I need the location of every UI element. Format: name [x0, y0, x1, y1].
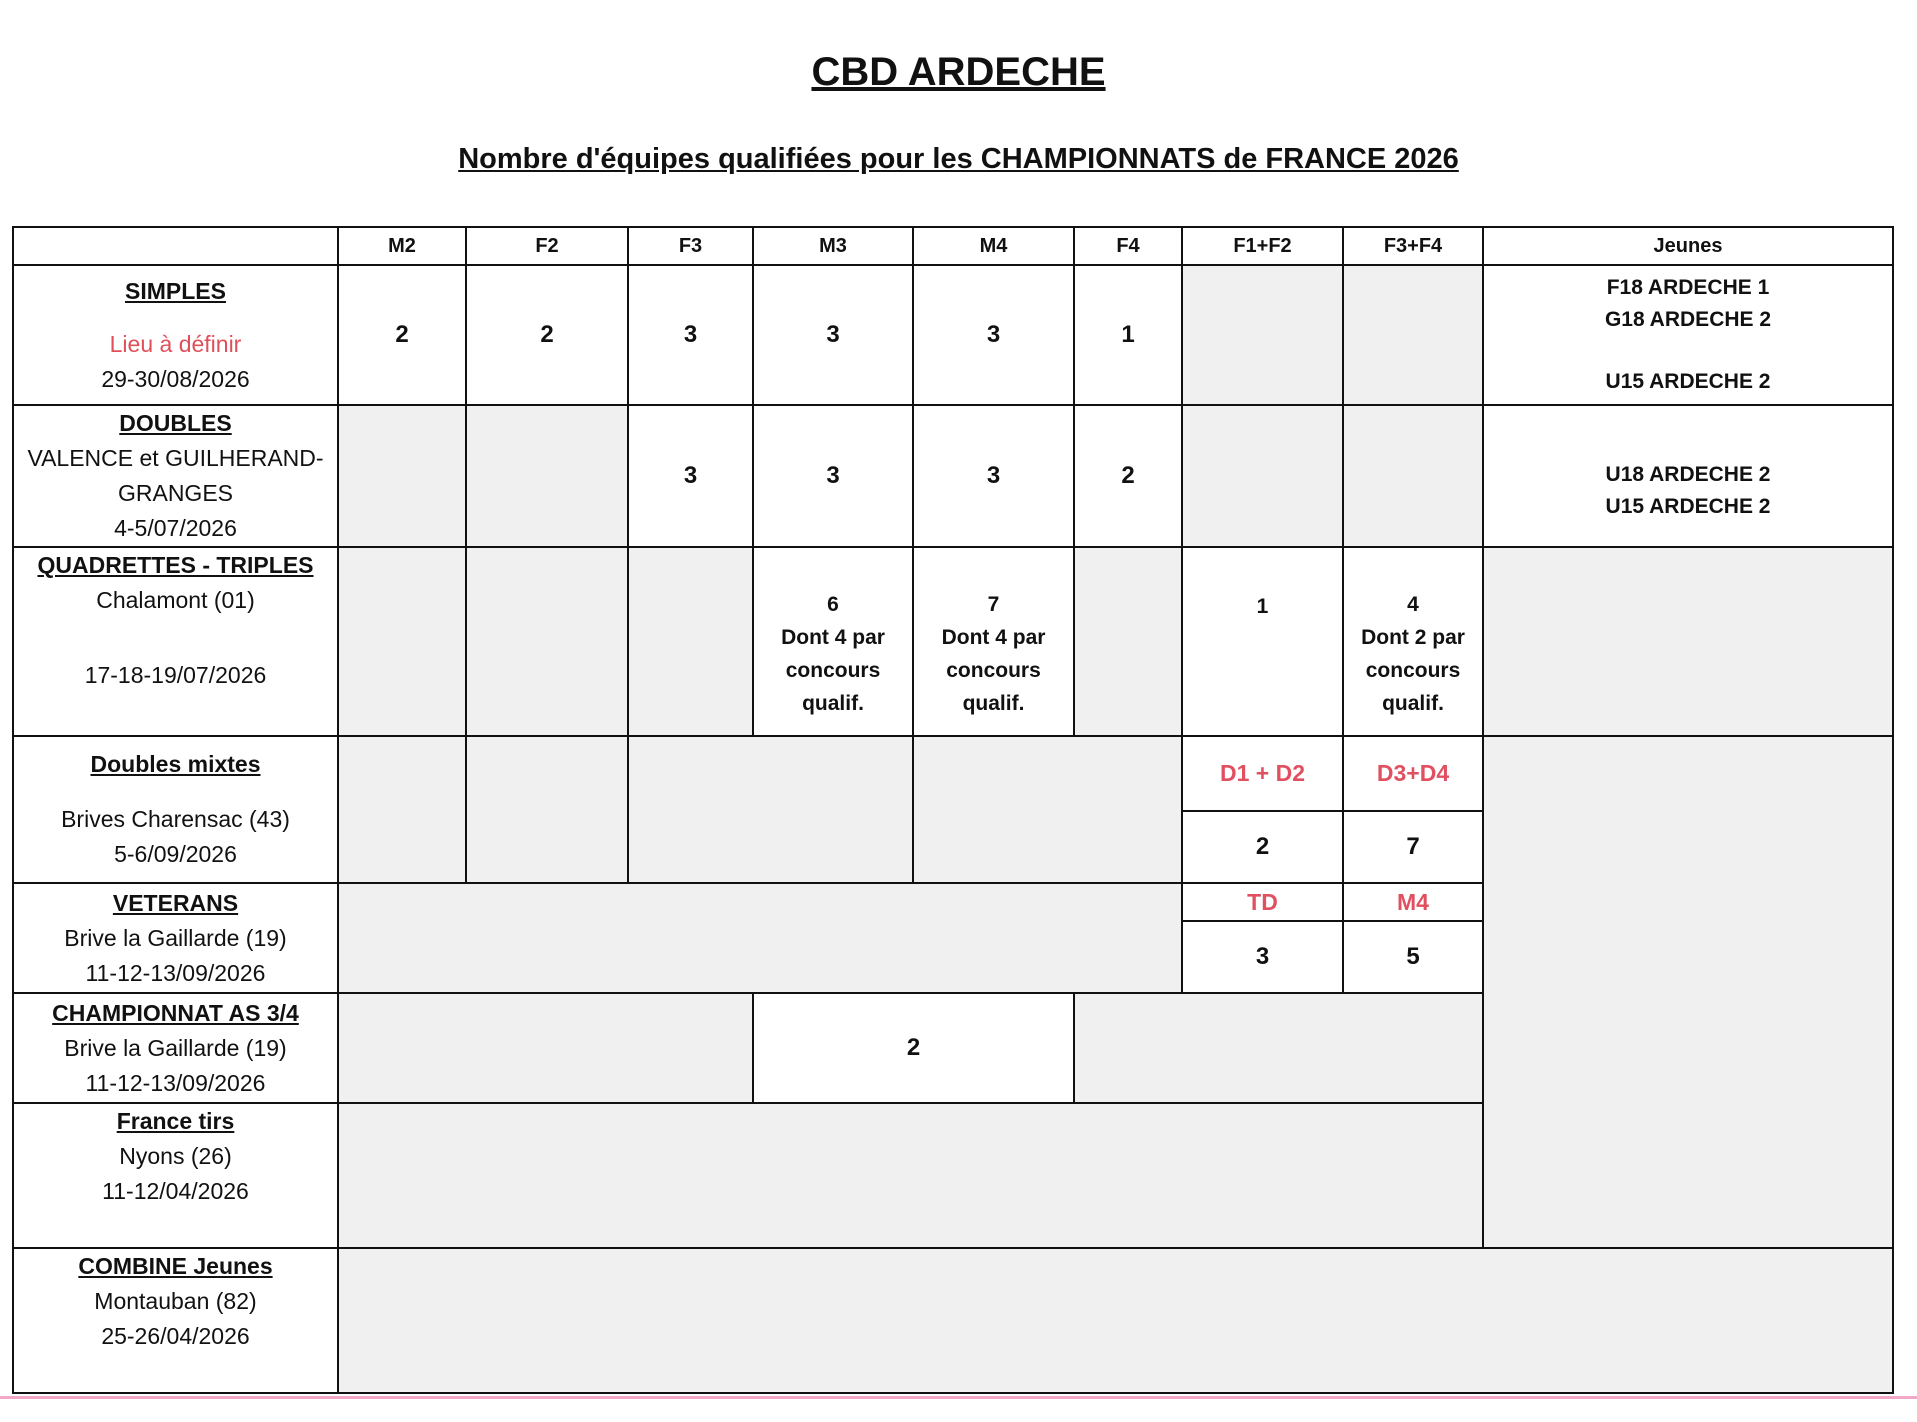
- col-header-m3: M3: [753, 227, 913, 265]
- event-dates: 11-12-13/09/2026: [85, 1069, 266, 1096]
- cell-simples-f3f4: [1343, 265, 1483, 405]
- row-label-tirs: [13, 1103, 338, 1248]
- jeunes-entry: G18 ARDECHE 2: [1604, 308, 1772, 331]
- event-name: France tirs: [116, 1108, 235, 1134]
- col-header-f3f4: F3+F4: [1343, 227, 1483, 265]
- cell-simples-f3: 3: [628, 265, 753, 405]
- row-simples: [13, 265, 1893, 405]
- event-place: Lieu à définir: [109, 330, 242, 357]
- col-header-f3: F3: [628, 227, 753, 265]
- cell-quadrettes-f1f2: 1: [1182, 547, 1343, 736]
- jeunes-entry: U18 ARDECHE 2: [1605, 463, 1771, 486]
- cell-quadrettes-f2: [466, 547, 628, 736]
- cell-quadrettes-f3: [628, 547, 753, 736]
- row-mixtes: [13, 736, 1893, 811]
- document-subtitle: Nombre d'équipes qualifiées pour les CHAMPIONNATS de FRANCE 2026: [458, 143, 1459, 175]
- cell-quadrettes-jeunes: [1483, 547, 1893, 736]
- header-row: [13, 227, 1893, 265]
- event-place: Nyons (26): [119, 1143, 232, 1169]
- document-title: CBD ARDECHE: [811, 50, 1106, 94]
- row-doubles: [13, 405, 1893, 547]
- row-label-combine: [13, 1248, 338, 1393]
- cell-doubles-m4: 3: [913, 405, 1074, 547]
- col-header-m4: M4: [913, 227, 1074, 265]
- col-header-f1f2: F1+F2: [1182, 227, 1343, 265]
- event-place: Brives Charensac (43): [61, 806, 290, 832]
- cell-quadrettes-f3f4: 4 Dont 2 par concours qualif.: [1343, 547, 1483, 736]
- cell-quadrettes-m3: 6 Dont 4 par concours qualif.: [753, 547, 913, 736]
- event-dates: 4-5/07/2026: [114, 515, 237, 541]
- cell-simples-f1f2: [1182, 265, 1343, 405]
- cell-mixtes-f3f4: 7: [1343, 811, 1483, 883]
- event-place: Chalamont (01): [96, 587, 255, 613]
- cell-veterans-f3f4: 5: [1343, 921, 1483, 993]
- cell-as34-left-blank: [338, 993, 753, 1103]
- cell-doubles-f2: [466, 405, 628, 547]
- col-header-f4: F4: [1074, 227, 1182, 265]
- page-edge-line: [0, 1396, 1917, 1399]
- event-dates: 25-26/04/2026: [101, 1323, 250, 1349]
- cell-simples-f4: 1: [1074, 265, 1182, 405]
- header-corner: [13, 227, 338, 265]
- cell-simples-jeunes: [1483, 265, 1893, 405]
- col-header-jeunes: Jeunes: [1483, 227, 1893, 265]
- cell-veterans-f1f2: 3: [1182, 921, 1343, 993]
- event-dates: 11-12-13/09/2026: [85, 959, 266, 986]
- cell-doubles-jeunes: [1483, 405, 1893, 547]
- cell-quadrettes-f4: [1074, 547, 1182, 736]
- cell-as34-right-blank: [1074, 993, 1483, 1103]
- row-quadrettes: [13, 547, 1893, 736]
- event-dates: 5-6/09/2026: [114, 841, 237, 867]
- row-label-simples: [13, 265, 338, 405]
- cell-simples-m2: 2: [338, 265, 466, 405]
- event-name: DOUBLES: [119, 410, 232, 436]
- row-label-quadrettes: [13, 547, 338, 736]
- row-label-mixtes: [13, 736, 338, 883]
- cell-mixtes-header-f3f4: D3+D4: [1343, 736, 1483, 811]
- event-name: Doubles mixtes: [90, 751, 261, 777]
- cell-veterans-header-f3f4: M4: [1343, 883, 1483, 921]
- cell-doubles-f3: 3: [628, 405, 753, 547]
- cell-quadrettes-m2: [338, 547, 466, 736]
- cell-tirs-blank: [338, 1103, 1893, 1248]
- cell-simples-f2: 2: [466, 265, 628, 405]
- jeunes-entry: U15 ARDECHE 2: [1605, 495, 1771, 518]
- cell-mixtes-f3-m3: [628, 736, 913, 883]
- row-label-doubles: [13, 405, 338, 547]
- cell-simples-m3: 3: [753, 265, 913, 405]
- cell-doubles-f4: 2: [1074, 405, 1182, 547]
- event-name: CHAMPIONNAT AS 3/4: [52, 999, 299, 1026]
- col-header-m2: M2: [338, 227, 466, 265]
- cell-simples-m4: 3: [913, 265, 1074, 405]
- event-name: COMBINE Jeunes: [78, 1253, 273, 1279]
- row-combine: [13, 1248, 1893, 1393]
- event-place: Brive la Gaillarde (19): [64, 924, 287, 951]
- cell-doubles-m3: 3: [753, 405, 913, 547]
- event-dates: 17-18-19/07/2026: [84, 662, 267, 688]
- event-place: VALENCE et GUILHERAND-: [27, 445, 324, 471]
- cell-veterans-blank: [338, 883, 1182, 993]
- cell-combine-blank: [338, 1248, 1893, 1393]
- cell-doubles-f1f2: [1182, 405, 1343, 547]
- cell-quadrettes-m4: 7 Dont 4 par concours qualif.: [913, 547, 1074, 736]
- cell-doubles-m2: [338, 405, 466, 547]
- event-dates: 29-30/08/2026: [101, 365, 250, 392]
- event-place: Brive la Gaillarde (19): [64, 1034, 287, 1061]
- cell-mixtes-m2: [338, 736, 466, 883]
- col-header-f2: F2: [466, 227, 628, 265]
- event-place: Montauban (82): [94, 1288, 257, 1314]
- row-label-as34: [13, 993, 338, 1103]
- cell-mixtes-f1f2: 2: [1182, 811, 1343, 883]
- cell-doubles-f3f4: [1343, 405, 1483, 547]
- event-place-continued: GRANGES: [117, 480, 234, 506]
- qualification-table: [12, 226, 1894, 1394]
- event-name: VETERANS: [112, 889, 239, 916]
- cell-as34-value: 2: [753, 993, 1074, 1103]
- event-name: QUADRETTES - TRIPLES: [37, 552, 314, 578]
- cell-mixtes-m4-f4: [913, 736, 1182, 883]
- event-name: SIMPLES: [125, 277, 226, 304]
- cell-mixtes-f2: [466, 736, 628, 883]
- jeunes-entry: F18 ARDECHE 1: [1606, 276, 1770, 299]
- jeunes-entry: U15 ARDECHE 2: [1605, 370, 1771, 393]
- row-label-veterans: [13, 883, 338, 993]
- event-dates: 11-12/04/2026: [102, 1178, 249, 1204]
- cell-veterans-header-f1f2: TD: [1182, 883, 1343, 921]
- row-tirs: [13, 1103, 1893, 1248]
- cell-mixtes-header-f1f2: D1 + D2: [1182, 736, 1343, 811]
